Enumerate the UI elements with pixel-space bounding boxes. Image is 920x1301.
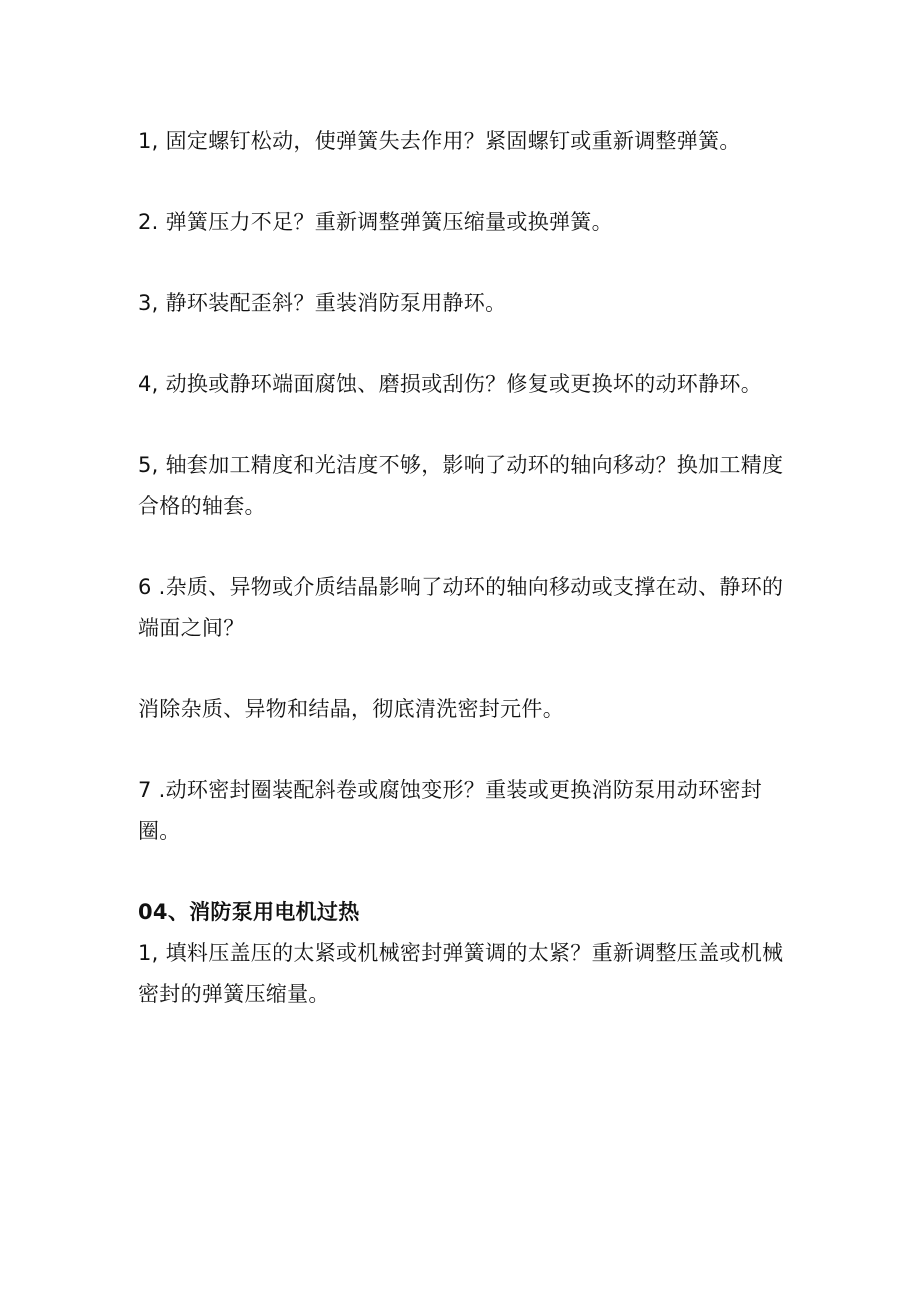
paragraph-7: 7 .动环密封圈装配斜卷或腐蚀变形？重装或更换消防泵用动环密封圈。 [138,778,763,843]
section-heading: 04、消防泵用电机过热 [138,900,360,924]
paragraph-1: 1, 固定螺钉松动，使弹簧失去作用？紧固螺钉或重新调整弹簧。 [138,129,741,153]
section-paragraph-1: 1, 填料压盖压的太紧或机械密封弹簧调的太紧？重新调整压盖或机械密封的弹簧压缩量。 [138,941,784,1006]
paragraph-5: 5, 轴套加工精度和光洁度不够，影响了动环的轴向移动？换加工精度合格的轴套。 [138,453,784,518]
paragraph-2: 2. 弹簧压力不足？重新调整弹簧压缩量或换弹簧。 [138,210,613,234]
document-content [138,121,798,1015]
paragraph-6-continued: 消除杂质、异物和结晶，彻底清洗密封元件。 [138,697,564,721]
paragraph-3: 3, 静环装配歪斜？重装消防泵用静环。 [138,291,507,315]
paragraph-4: 4, 动换或静环端面腐蚀、磨损或刮伤？修复或更换坏的动环静环。 [138,372,763,396]
paragraph-6: 6 .杂质、异物或介质结晶影响了动环的轴向移动或支撑在动、静环的端面之间？ [138,575,784,640]
